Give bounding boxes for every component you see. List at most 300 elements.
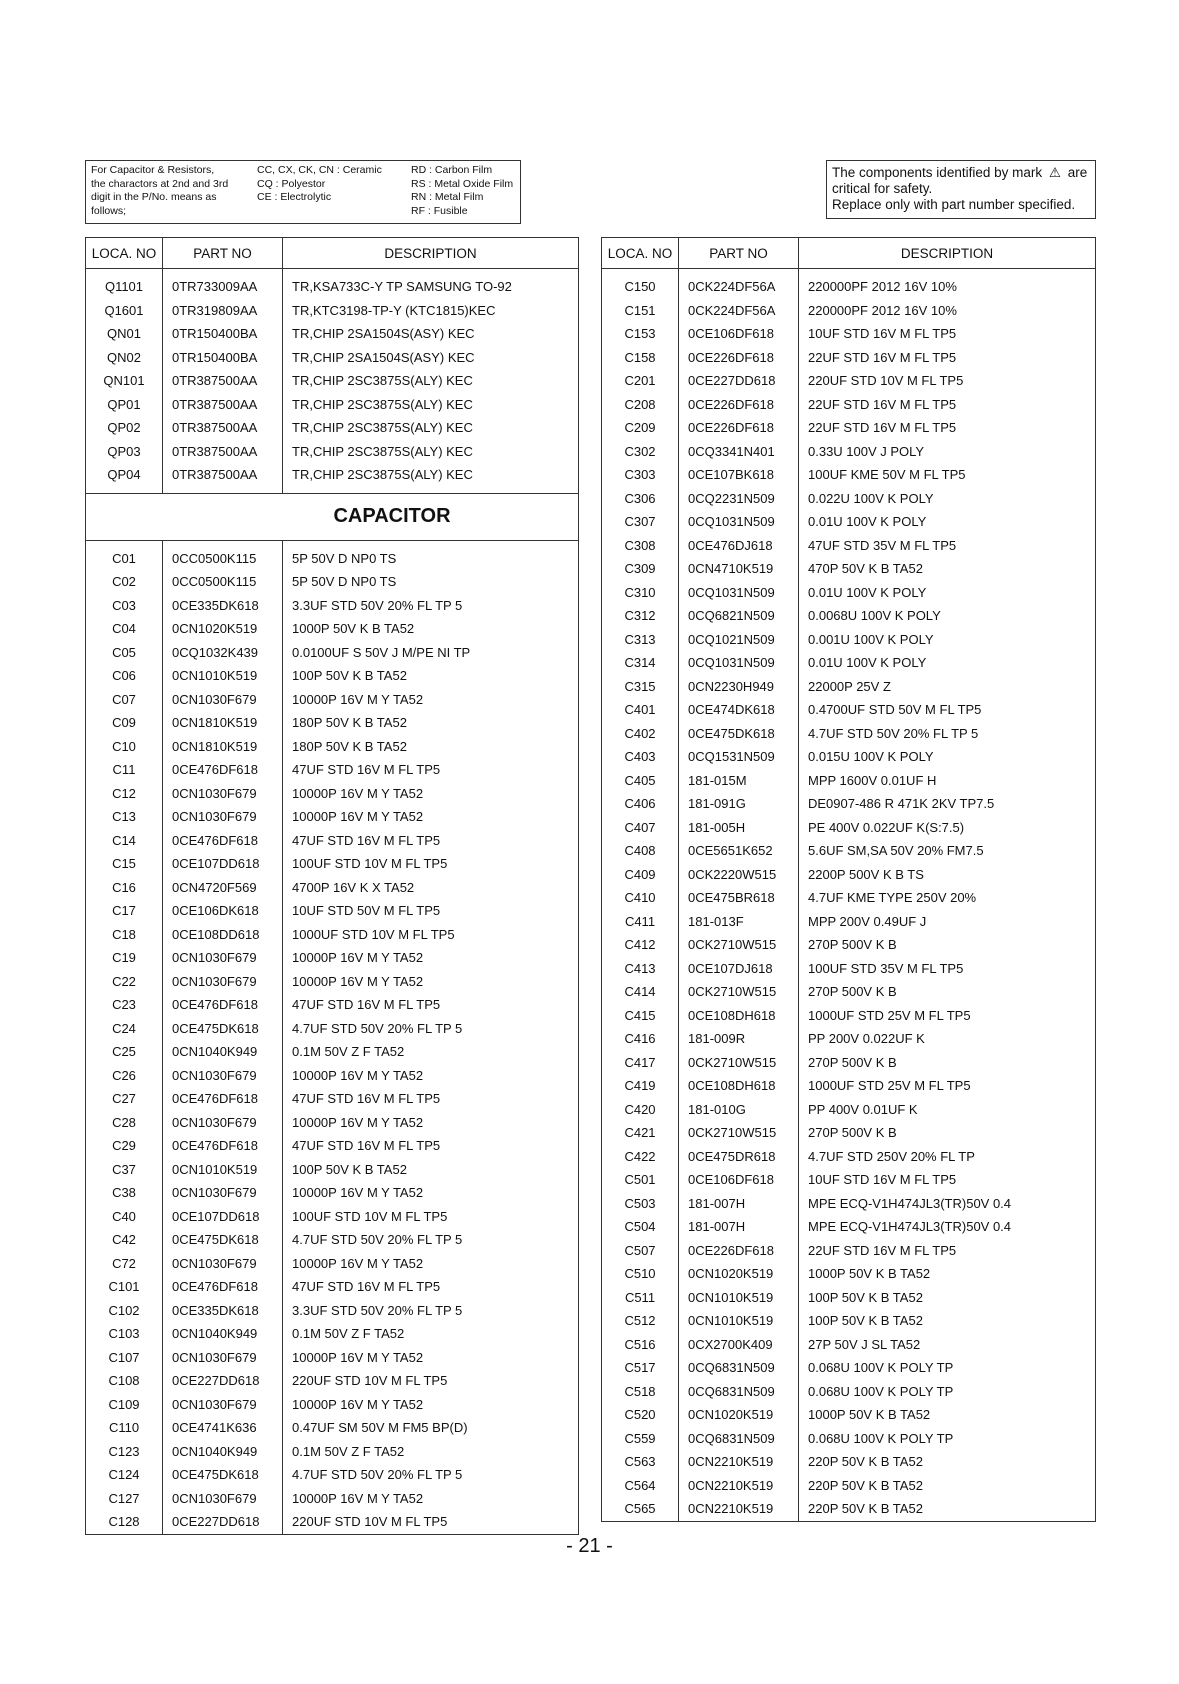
- loca-no-cell: C150: [602, 275, 679, 299]
- description-cell: MPE ECQ-V1H474JL3(TR)50V 0.4: [799, 1192, 1096, 1216]
- table-row: [86, 1205, 579, 1229]
- section-title-capacitor: CAPACITOR: [86, 493, 579, 540]
- description-cell: PP 200V 0.022UF K: [799, 1027, 1096, 1051]
- part-no-cell: 0CK2710W515: [679, 1121, 799, 1145]
- loca-no-cell: C564: [602, 1474, 679, 1498]
- description-cell: 270P 500V K B: [799, 933, 1096, 957]
- description-cell: 10000P 16V M Y TA52: [283, 946, 579, 970]
- loca-no-cell: C13: [86, 805, 163, 829]
- table-row: [602, 1192, 1096, 1216]
- table-row: [602, 299, 1096, 323]
- description-cell: 10UF STD 16V M FL TP5: [799, 1168, 1096, 1192]
- description-cell: 220UF STD 10V M FL TP5: [283, 1510, 579, 1534]
- loca-no-cell: C28: [86, 1111, 163, 1135]
- table-row: [602, 957, 1096, 981]
- loca-no-cell: C151: [602, 299, 679, 323]
- table-row: [86, 1440, 579, 1464]
- description-cell: 10000P 16V M Y TA52: [283, 1393, 579, 1417]
- part-no-cell: 0TR387500AA: [163, 393, 283, 417]
- part-no-cell: 0CK2710W515: [679, 933, 799, 957]
- table-row: [602, 839, 1096, 863]
- loca-no-cell: C405: [602, 769, 679, 793]
- loca-no-cell: C17: [86, 899, 163, 923]
- part-no-cell: 0CE227DD618: [163, 1510, 283, 1534]
- description-cell: 180P 50V K B TA52: [283, 735, 579, 759]
- loca-no-cell: C101: [86, 1275, 163, 1299]
- part-no-cell: 0TR319809AA: [163, 299, 283, 323]
- description-cell: 4.7UF STD 50V 20% FL TP 5: [799, 722, 1096, 746]
- loca-no-cell: Q1601: [86, 299, 163, 323]
- description-cell: 0.068U 100V K POLY TP: [799, 1356, 1096, 1380]
- table-row: [602, 1380, 1096, 1404]
- part-no-cell: 181-007H: [679, 1192, 799, 1216]
- loca-no-cell: C209: [602, 416, 679, 440]
- description-cell: 270P 500V K B: [799, 1121, 1096, 1145]
- table-row: [602, 1474, 1096, 1498]
- table-row: [602, 1004, 1096, 1028]
- loca-no-cell: C04: [86, 617, 163, 641]
- table-row: [602, 651, 1096, 675]
- description-cell: 1000UF STD 25V M FL TP5: [799, 1004, 1096, 1028]
- description-cell: 3.3UF STD 50V 20% FL TP 5: [283, 1299, 579, 1323]
- loca-no-cell: C24: [86, 1017, 163, 1041]
- description-cell: TR,KSA733C-Y TP SAMSUNG TO-92: [283, 275, 579, 299]
- part-no-cell: 0CN1030F679: [163, 1346, 283, 1370]
- table-row: [602, 722, 1096, 746]
- part-no-cell: 0CN1030F679: [163, 970, 283, 994]
- part-no-cell: 0CX2700K409: [679, 1333, 799, 1357]
- part-no-cell: 0CN1030F679: [163, 688, 283, 712]
- table-row: [602, 628, 1096, 652]
- loca-no-cell: C26: [86, 1064, 163, 1088]
- table-row: [602, 1450, 1096, 1474]
- description-cell: 0.47UF SM 50V M FM5 BP(D): [283, 1416, 579, 1440]
- loca-no-cell: C309: [602, 557, 679, 581]
- description-cell: 4.7UF STD 50V 20% FL TP 5: [283, 1463, 579, 1487]
- part-no-cell: 0CN1040K949: [163, 1322, 283, 1346]
- table-row: [602, 675, 1096, 699]
- loca-no-cell: C123: [86, 1440, 163, 1464]
- part-no-cell: 0CK2220W515: [679, 863, 799, 887]
- loca-no-cell: C110: [86, 1416, 163, 1440]
- loca-no-cell: C07: [86, 688, 163, 712]
- description-cell: 10000P 16V M Y TA52: [283, 1181, 579, 1205]
- description-cell: 0.0068U 100V K POLY: [799, 604, 1096, 628]
- loca-no-cell: C419: [602, 1074, 679, 1098]
- loca-no-cell: C40: [86, 1205, 163, 1229]
- description-cell: 100UF STD 10V M FL TP5: [283, 1205, 579, 1229]
- description-cell: 100P 50V K B TA52: [283, 1158, 579, 1182]
- loca-no-cell: C15: [86, 852, 163, 876]
- table-row: [86, 1111, 579, 1135]
- description-cell: 10000P 16V M Y TA52: [283, 1346, 579, 1370]
- loca-no-cell: C559: [602, 1427, 679, 1451]
- part-no-cell: 0CN4710K519: [679, 557, 799, 581]
- loca-no-cell: C312: [602, 604, 679, 628]
- table-row: [602, 346, 1096, 370]
- part-no-cell: 0CE476DF618: [163, 1275, 283, 1299]
- table-row: [602, 1121, 1096, 1145]
- part-no-cell: 0TR150400BA: [163, 322, 283, 346]
- table-row: [86, 641, 579, 665]
- part-no-cell: 0CQ1031N509: [679, 581, 799, 605]
- loca-no-cell: C414: [602, 980, 679, 1004]
- table-row: [86, 275, 579, 299]
- part-no-cell: 0CE476DF618: [163, 1087, 283, 1111]
- table-row: [602, 910, 1096, 934]
- loca-no-cell: C512: [602, 1309, 679, 1333]
- loca-no-cell: C407: [602, 816, 679, 840]
- table-row: [602, 322, 1096, 346]
- loca-no-cell: C520: [602, 1403, 679, 1427]
- loca-no-cell: C517: [602, 1356, 679, 1380]
- table-row: [86, 711, 579, 735]
- part-no-cell: 0CQ6821N509: [679, 604, 799, 628]
- table-row: [602, 769, 1096, 793]
- legend-line: CC, CX, CK, CN : Ceramic: [257, 164, 382, 176]
- loca-no-cell: C406: [602, 792, 679, 816]
- part-no-cell: 0CN1010K519: [679, 1286, 799, 1310]
- loca-no-cell: C102: [86, 1299, 163, 1323]
- description-cell: 100P 50V K B TA52: [283, 664, 579, 688]
- loca-no-cell: C518: [602, 1380, 679, 1404]
- part-no-cell: 0TR733009AA: [163, 275, 283, 299]
- loca-no-cell: C306: [602, 487, 679, 511]
- table-row: [86, 1134, 579, 1158]
- part-no-cell: 0CE227DD618: [679, 369, 799, 393]
- description-cell: 10000P 16V M Y TA52: [283, 1252, 579, 1276]
- description-cell: PE 400V 0.022UF K(S:7.5): [799, 816, 1096, 840]
- part-no-cell: 0CQ1032K439: [163, 641, 283, 665]
- table-row: [86, 346, 579, 370]
- description-cell: PP 400V 0.01UF K: [799, 1098, 1096, 1122]
- table-row: [602, 1168, 1096, 1192]
- part-no-cell: 0CN1030F679: [163, 946, 283, 970]
- loca-no-cell: C303: [602, 463, 679, 487]
- part-no-cell: 181-005H: [679, 816, 799, 840]
- loca-no-cell: C06: [86, 664, 163, 688]
- part-no-cell: 0CE107BK618: [679, 463, 799, 487]
- loca-no-cell: QP04: [86, 463, 163, 487]
- part-no-cell: 0CQ1031N509: [679, 510, 799, 534]
- part-no-cell: 0CE475DR618: [679, 1145, 799, 1169]
- description-cell: 1000P 50V K B TA52: [799, 1262, 1096, 1286]
- warning-triangle-icon: ⚠: [1048, 165, 1061, 180]
- loca-no-cell: C314: [602, 651, 679, 675]
- description-cell: 22UF STD 16V M FL TP5: [799, 393, 1096, 417]
- table-row: [602, 1051, 1096, 1075]
- table-row: [602, 980, 1096, 1004]
- part-no-cell: 0CQ6831N509: [679, 1356, 799, 1380]
- safety-text-before: The components identified by mark: [832, 165, 1043, 180]
- part-no-cell: 0CE106DF618: [679, 322, 799, 346]
- loca-no-cell: C05: [86, 641, 163, 665]
- loca-no-cell: C37: [86, 1158, 163, 1182]
- part-no-cell: 0CN1810K519: [163, 711, 283, 735]
- loca-no-cell: C14: [86, 829, 163, 853]
- table-row: [86, 1369, 579, 1393]
- part-no-cell: 0CN1020K519: [163, 617, 283, 641]
- loca-no-cell: C09: [86, 711, 163, 735]
- description-cell: 10000P 16V M Y TA52: [283, 1487, 579, 1511]
- description-cell: 47UF STD 16V M FL TP5: [283, 1275, 579, 1299]
- part-no-cell: 0CE476DF618: [163, 993, 283, 1017]
- table-row: [602, 510, 1096, 534]
- table-row: [86, 735, 579, 759]
- part-no-cell: 0CQ1531N509: [679, 745, 799, 769]
- loca-no-cell: C403: [602, 745, 679, 769]
- part-no-cell: 0CN1030F679: [163, 1111, 283, 1135]
- part-no-cell: 0CE475BR618: [679, 886, 799, 910]
- description-cell: TR,KTC3198-TP-Y (KTC1815)KEC: [283, 299, 579, 323]
- legend-line: CQ : Polyestor: [257, 177, 326, 190]
- part-no-cell: 0CE335DK618: [163, 594, 283, 618]
- description-cell: 220UF STD 10V M FL TP5: [799, 369, 1096, 393]
- part-no-cell: 0CN1010K519: [163, 664, 283, 688]
- description-cell: 4.7UF STD 50V 20% FL TP 5: [283, 1017, 579, 1041]
- description-cell: 10000P 16V M Y TA52: [283, 1064, 579, 1088]
- part-no-cell: 0CQ6831N509: [679, 1427, 799, 1451]
- legend-line: RD : Carbon Film: [411, 164, 493, 176]
- description-cell: DE0907-486 R 471K 2KV TP7.5: [799, 792, 1096, 816]
- loca-no-cell: C410: [602, 886, 679, 910]
- loca-no-cell: C02: [86, 570, 163, 594]
- part-no-cell: 0TR387500AA: [163, 416, 283, 440]
- loca-no-cell: C409: [602, 863, 679, 887]
- table-row: [86, 547, 579, 571]
- description-cell: 4.7UF KME TYPE 250V 20%: [799, 886, 1096, 910]
- part-no-cell: 0CE107DD618: [163, 852, 283, 876]
- table-row: [86, 1299, 579, 1323]
- table-row: [86, 876, 579, 900]
- part-no-cell: 0CN2210K519: [679, 1450, 799, 1474]
- table-row: [86, 1181, 579, 1205]
- loca-no-cell: C153: [602, 322, 679, 346]
- description-cell: 0.1M 50V Z F TA52: [283, 1322, 579, 1346]
- part-no-cell: 0CN1810K519: [163, 735, 283, 759]
- part-no-cell: 0CQ6831N509: [679, 1380, 799, 1404]
- description-cell: 0.01U 100V K POLY: [799, 651, 1096, 675]
- part-no-cell: 0CE227DD618: [163, 1369, 283, 1393]
- table-row: [86, 617, 579, 641]
- description-cell: 0.33U 100V J POLY: [799, 440, 1096, 464]
- description-cell: 220000PF 2012 16V 10%: [799, 299, 1096, 323]
- part-no-cell: 0CN1030F679: [163, 1181, 283, 1205]
- table-row: [86, 1040, 579, 1064]
- part-no-cell: 0CQ2231N509: [679, 487, 799, 511]
- description-cell: 22UF STD 16V M FL TP5: [799, 346, 1096, 370]
- part-no-cell: 0CK2710W515: [679, 980, 799, 1004]
- legend-line: RF : Fusible: [411, 204, 468, 217]
- table-row: [602, 1497, 1096, 1521]
- description-cell: TR,CHIP 2SA1504S(ASY) KEC: [283, 322, 579, 346]
- table-row: [602, 745, 1096, 769]
- table-row: [602, 463, 1096, 487]
- loca-no-cell: C23: [86, 993, 163, 1017]
- table-row: [602, 581, 1096, 605]
- part-no-cell: 0CN1020K519: [679, 1403, 799, 1427]
- legend-line: For Capacitor & Resistors,: [91, 164, 215, 176]
- description-cell: TR,CHIP 2SC3875S(ALY) KEC: [283, 416, 579, 440]
- part-no-cell: 181-009R: [679, 1027, 799, 1051]
- description-cell: 22UF STD 16V M FL TP5: [799, 1239, 1096, 1263]
- legend-intro: [91, 164, 236, 218]
- part-no-cell: 181-015M: [679, 769, 799, 793]
- loca-no-cell: C16: [86, 876, 163, 900]
- table-row: [86, 463, 579, 487]
- part-no-cell: 0CE476DF618: [163, 758, 283, 782]
- table-row: [602, 816, 1096, 840]
- parts-table-right: [601, 237, 1096, 1522]
- table-row: [602, 440, 1096, 464]
- table-row: [602, 1333, 1096, 1357]
- description-cell: 1000P 50V K B TA52: [799, 1403, 1096, 1427]
- description-cell: 27P 50V J SL TA52: [799, 1333, 1096, 1357]
- part-no-cell: 0CC0500K115: [163, 570, 283, 594]
- description-cell: 270P 500V K B: [799, 1051, 1096, 1075]
- parts-table-left: [85, 237, 579, 1535]
- loca-no-cell: C124: [86, 1463, 163, 1487]
- table-row: [86, 758, 579, 782]
- table-row: [602, 1262, 1096, 1286]
- description-cell: 100UF STD 10V M FL TP5: [283, 852, 579, 876]
- table-row: [86, 782, 579, 806]
- loca-no-cell: C03: [86, 594, 163, 618]
- loca-no-cell: C503: [602, 1192, 679, 1216]
- legend-line: the charactors at 2nd and 3rd: [91, 177, 229, 190]
- description-cell: 220P 50V K B TA52: [799, 1450, 1096, 1474]
- description-cell: 0.068U 100V K POLY TP: [799, 1427, 1096, 1451]
- table-row: [86, 299, 579, 323]
- table-row: [602, 534, 1096, 558]
- table-row: [86, 805, 579, 829]
- part-no-cell: 0CN1030F679: [163, 782, 283, 806]
- loca-no-cell: C413: [602, 957, 679, 981]
- safety-notice: [826, 160, 1096, 219]
- part-no-cell: 0CE475DK618: [163, 1463, 283, 1487]
- part-no-cell: 0TR387500AA: [163, 463, 283, 487]
- page-number: - 21 -: [566, 1535, 613, 1557]
- loca-no-cell: QP03: [86, 440, 163, 464]
- description-cell: MPE ECQ-V1H474JL3(TR)50V 0.4: [799, 1215, 1096, 1239]
- loca-no-cell: C25: [86, 1040, 163, 1064]
- description-cell: 3.3UF STD 50V 20% FL TP 5: [283, 594, 579, 618]
- description-cell: 220000PF 2012 16V 10%: [799, 275, 1096, 299]
- loca-no-cell: C565: [602, 1497, 679, 1521]
- safety-text-after: are critical for safety.: [832, 165, 1088, 196]
- part-number-legend: [85, 160, 521, 224]
- loca-no-cell: C422: [602, 1145, 679, 1169]
- table-header-row: [86, 238, 579, 269]
- loca-no-cell: C408: [602, 839, 679, 863]
- description-cell: 10000P 16V M Y TA52: [283, 688, 579, 712]
- description-cell: 10000P 16V M Y TA52: [283, 782, 579, 806]
- table-row: [602, 1215, 1096, 1239]
- loca-no-cell: C18: [86, 923, 163, 947]
- table-row: [86, 852, 579, 876]
- header-description: DESCRIPTION: [283, 238, 579, 269]
- table-row: [602, 416, 1096, 440]
- description-cell: TR,CHIP 2SC3875S(ALY) KEC: [283, 393, 579, 417]
- table-row: [86, 1275, 579, 1299]
- loca-no-cell: C501: [602, 1168, 679, 1192]
- description-cell: 0.01U 100V K POLY: [799, 581, 1096, 605]
- description-cell: TR,CHIP 2SC3875S(ALY) KEC: [283, 369, 579, 393]
- description-cell: 10UF STD 50V M FL TP5: [283, 899, 579, 923]
- loca-no-cell: C516: [602, 1333, 679, 1357]
- part-no-cell: 0CN1030F679: [163, 1487, 283, 1511]
- table-row: [86, 970, 579, 994]
- part-no-cell: 0CN1020K519: [679, 1262, 799, 1286]
- part-no-cell: 0CE108DH618: [679, 1074, 799, 1098]
- part-no-cell: 0CQ1021N509: [679, 628, 799, 652]
- table-row: [86, 1228, 579, 1252]
- legend-line: digit in the P/No. means as: [91, 191, 217, 203]
- part-no-cell: 0CE474DK618: [679, 698, 799, 722]
- table-row: [602, 1074, 1096, 1098]
- part-no-cell: 0CE226DF618: [679, 393, 799, 417]
- loca-no-cell: QN101: [86, 369, 163, 393]
- part-no-cell: 0CE475DK618: [679, 722, 799, 746]
- table-row: [602, 1309, 1096, 1333]
- loca-no-cell: C103: [86, 1322, 163, 1346]
- table-row: [86, 1487, 579, 1511]
- description-cell: 0.4700UF STD 50V M FL TP5: [799, 698, 1096, 722]
- loca-no-cell: C307: [602, 510, 679, 534]
- part-no-cell: 0CN1040K949: [163, 1440, 283, 1464]
- loca-no-cell: C22: [86, 970, 163, 994]
- part-no-cell: 0CE4741K636: [163, 1416, 283, 1440]
- description-cell: 270P 500V K B: [799, 980, 1096, 1004]
- part-no-cell: 0CQ1031N509: [679, 651, 799, 675]
- table-row: [86, 1416, 579, 1440]
- description-cell: 0.022U 100V K POLY: [799, 487, 1096, 511]
- loca-no-cell: C511: [602, 1286, 679, 1310]
- table-row: [86, 416, 579, 440]
- description-cell: 5.6UF SM,SA 50V 20% FM7.5: [799, 839, 1096, 863]
- table-row: [602, 369, 1096, 393]
- loca-no-cell: C507: [602, 1239, 679, 1263]
- description-cell: 47UF STD 35V M FL TP5: [799, 534, 1096, 558]
- loca-no-cell: C42: [86, 1228, 163, 1252]
- loca-no-cell: C308: [602, 534, 679, 558]
- loca-no-cell: C10: [86, 735, 163, 759]
- table-row: [602, 557, 1096, 581]
- table-row: [602, 1403, 1096, 1427]
- part-no-cell: 0CE226DF618: [679, 416, 799, 440]
- table-row: [86, 1510, 579, 1534]
- loca-no-cell: C310: [602, 581, 679, 605]
- part-no-cell: 181-091G: [679, 792, 799, 816]
- table-row: [86, 1346, 579, 1370]
- table-row: [86, 993, 579, 1017]
- description-cell: 180P 50V K B TA52: [283, 711, 579, 735]
- description-cell: 0.068U 100V K POLY TP: [799, 1380, 1096, 1404]
- table-row: [86, 1017, 579, 1041]
- loca-no-cell: C420: [602, 1098, 679, 1122]
- description-cell: 0.015U 100V K POLY: [799, 745, 1096, 769]
- part-no-cell: 0CN2210K519: [679, 1497, 799, 1521]
- loca-no-cell: C01: [86, 547, 163, 571]
- loca-no-cell: QN01: [86, 322, 163, 346]
- description-cell: 0.1M 50V Z F TA52: [283, 1040, 579, 1064]
- table-row: [86, 899, 579, 923]
- table-row: [86, 570, 579, 594]
- loca-no-cell: QN02: [86, 346, 163, 370]
- part-no-cell: 0CE107DD618: [163, 1205, 283, 1229]
- description-cell: 100UF KME 50V M FL TP5: [799, 463, 1096, 487]
- table-row: [602, 487, 1096, 511]
